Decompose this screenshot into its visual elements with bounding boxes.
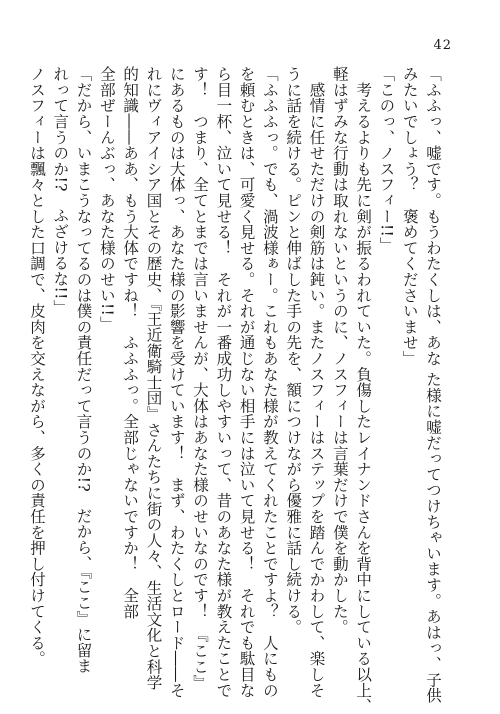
text-line: 考えるよりも先に剣が振るわれていた。負傷したレイナンドさんを背中にしている以上、 [354,66,373,714]
text-line: 軽はずみな行動は取れないというのに、ノスフィーは言葉だけで僕を動かした。 [330,66,349,635]
text-line: す！ つまり、全てとまでは言いませんが、大体はあなた様のせいなのです！ 『ここ』 [191,66,210,691]
vertical-text-block [27,66,444,714]
text-line: 「ふふっ、嘘です。もうわたくしは、あな た様に嘘だってつけちゃいます。あはっ、子供 [424,66,442,704]
text-line: 感情に任せただけの剣筋は鈍い。またノスフィーはステップを踏んでかわして、楽しそ [307,66,326,698]
text-line: ら目一杯、泣いて見せる！ それが一番成功しやすいって、昔のあなた様が教えたことで [214,66,233,698]
text-line: 「このっ、ノスフィー!!」 [377,66,396,253]
text-line: を頼むときは、可愛く見せる。それが通じない相手には泣いて見せる！ それでも駄目な [237,66,256,698]
text-line: 的知識――ああ、もう大体ですね！ ふふふっ。全部じゃないですか！ 全部 [121,66,140,619]
text-line: にあるものは大体っ、あなた様の影響を受けています！ まず、わたくしとロード――そ [167,66,186,698]
text-line: 「ふふふっ。でも、渦波様ぁー。これもあなた様が教えてくれたことですよ？ 人にもの [260,66,279,698]
text-line: 全部ぜーんぶっ、あなた様のせい!!」 [97,66,116,332]
text-line: ノスフィーは飄々とした口調で、皮肉を交えながら、多くの責任を押し付けてくる。 [27,66,46,667]
text-line: うに話を続ける。ピンと伸ばした手の先を、額につけながら優雅に話し続ける。 [284,66,303,635]
text-line: れって言うのか!? ふざけるな!!」 [51,66,70,316]
text-line: 「だから、いまこうなってるのは僕の責任だって言うのか!? だから、『ここ』に留ま [74,66,93,674]
text-line: れにヴィアイシア国とその歴史、『王近衛騎士団』さんたちに街の人々、生活文化と科学 [144,66,163,691]
page-number: 42 [433,38,452,53]
text-line: みたいでしょう？ 褒めてくださいませ」 [400,66,419,367]
